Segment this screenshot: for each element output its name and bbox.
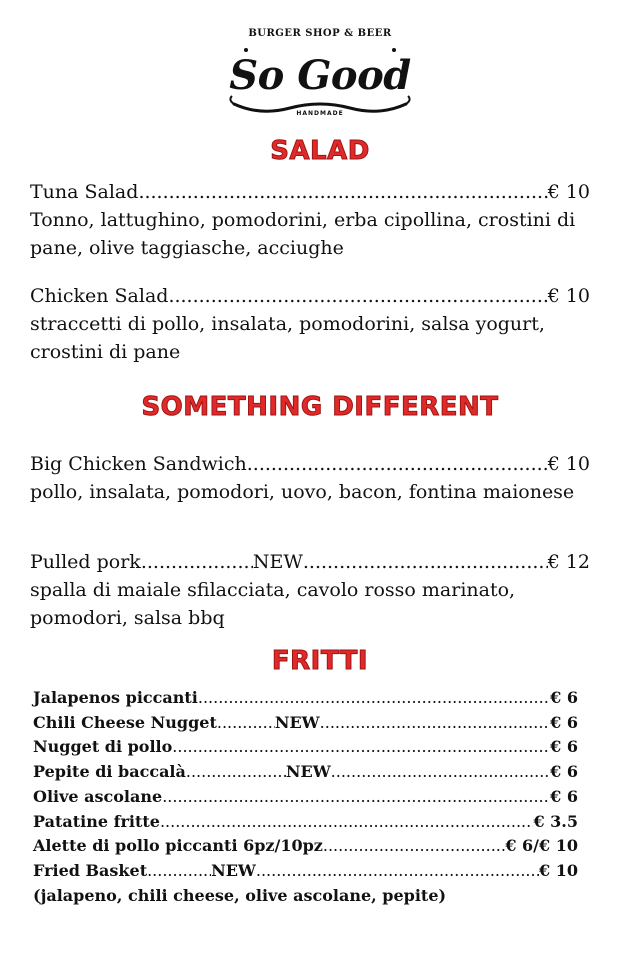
- dot-leader: [303, 548, 548, 576]
- list-item: [33, 810, 578, 835]
- item-name: Olive ascolane: [33, 786, 163, 806]
- item-name: Chili Cheese Nugget: [33, 712, 217, 732]
- item-name: Pulled pork: [30, 551, 141, 573]
- item-price: € 6: [550, 712, 578, 732]
- logo: [220, 20, 420, 128]
- item-price: € 12: [547, 551, 590, 573]
- list-item: [33, 735, 578, 760]
- item-price: € 10: [547, 285, 590, 307]
- menu-item-pulled-pork: [30, 548, 590, 632]
- item-price: € 6: [550, 762, 578, 782]
- item-name: Alette di pollo piccanti 6pz/10pz: [33, 836, 323, 856]
- list-item: [33, 834, 578, 859]
- section-title-fritti: FRITTI: [271, 646, 369, 676]
- dot-leader: [160, 810, 534, 835]
- section-title-something-different: SOMETHING DIFFERENT: [141, 392, 499, 422]
- item-name: Jalapenos piccanti: [33, 688, 198, 707]
- section-title-salad: SALAD: [270, 136, 370, 166]
- item-description: spalla di maiale sfilacciata, cavolo rosso marinato, pomodori, salsa bbq: [30, 579, 516, 629]
- logo-handmade: HANDMADE: [296, 110, 344, 117]
- item-price: € 6: [550, 786, 578, 806]
- item-tag-new: NEW: [285, 762, 331, 782]
- fritti-list: [33, 686, 578, 908]
- dot-leader: [217, 711, 275, 736]
- item-tag-new: NEW: [252, 551, 303, 573]
- menu-item-big-chicken-sandwich: [30, 450, 590, 506]
- dot-leader: [168, 282, 547, 310]
- list-item: [33, 711, 578, 736]
- item-price: € 6: [550, 737, 578, 757]
- item-name: Fried Basket: [33, 860, 148, 880]
- item-description: Tonno, lattughino, pomodorini, erba cipollina, crostini di pane, olive taggiasche, acciughe: [30, 209, 576, 259]
- item-tag-new: NEW: [211, 860, 256, 880]
- item-name: Tuna Salad: [30, 181, 139, 203]
- item-price: € 6/€ 10: [505, 836, 578, 856]
- list-item: [33, 760, 578, 785]
- item-name: Chicken Salad: [30, 285, 169, 307]
- item-price: € 3.5: [533, 811, 578, 831]
- fried-basket-note: (jalapeno, chili cheese, olive ascolane, pepite): [33, 885, 447, 905]
- menu-item-chicken-salad: [30, 282, 590, 366]
- logo-tagline: BURGER SHOP & BEER: [248, 28, 392, 39]
- item-price: € 10: [547, 453, 590, 475]
- list-item: [33, 785, 578, 810]
- logo-name: So Good: [229, 52, 411, 99]
- list-item: [33, 686, 578, 711]
- dot-leader: [147, 859, 211, 884]
- dot-leader: [186, 760, 286, 785]
- item-price: € 6: [550, 688, 578, 707]
- dot-leader: [320, 711, 551, 736]
- item-description: straccetti di pollo, insalata, pomodorini, salsa yogurt, crostini di pane: [30, 313, 545, 363]
- item-description: pollo, insalata, pomodori, uovo, bacon, fontina maionese: [30, 481, 575, 503]
- dot-leader: [172, 735, 550, 760]
- dot-leader: [331, 760, 550, 785]
- dot-leader: [198, 686, 550, 711]
- item-price: € 10: [547, 181, 590, 203]
- dot-leader: [141, 548, 253, 576]
- item-name: Patatine fritte: [33, 811, 160, 831]
- list-item: [33, 859, 578, 884]
- dot-leader: [256, 859, 539, 884]
- item-price: € 10: [539, 860, 578, 880]
- menu-item-tuna-salad: [30, 178, 590, 262]
- dot-leader: [162, 785, 550, 810]
- dot-leader: [138, 178, 547, 206]
- dot-leader: [247, 450, 548, 478]
- item-name: Pepite di baccalà: [33, 762, 186, 782]
- item-tag-new: NEW: [274, 712, 320, 732]
- dot-leader: [323, 834, 505, 859]
- item-name: Nugget di pollo: [33, 737, 173, 757]
- item-name: Big Chicken Sandwich: [30, 453, 247, 475]
